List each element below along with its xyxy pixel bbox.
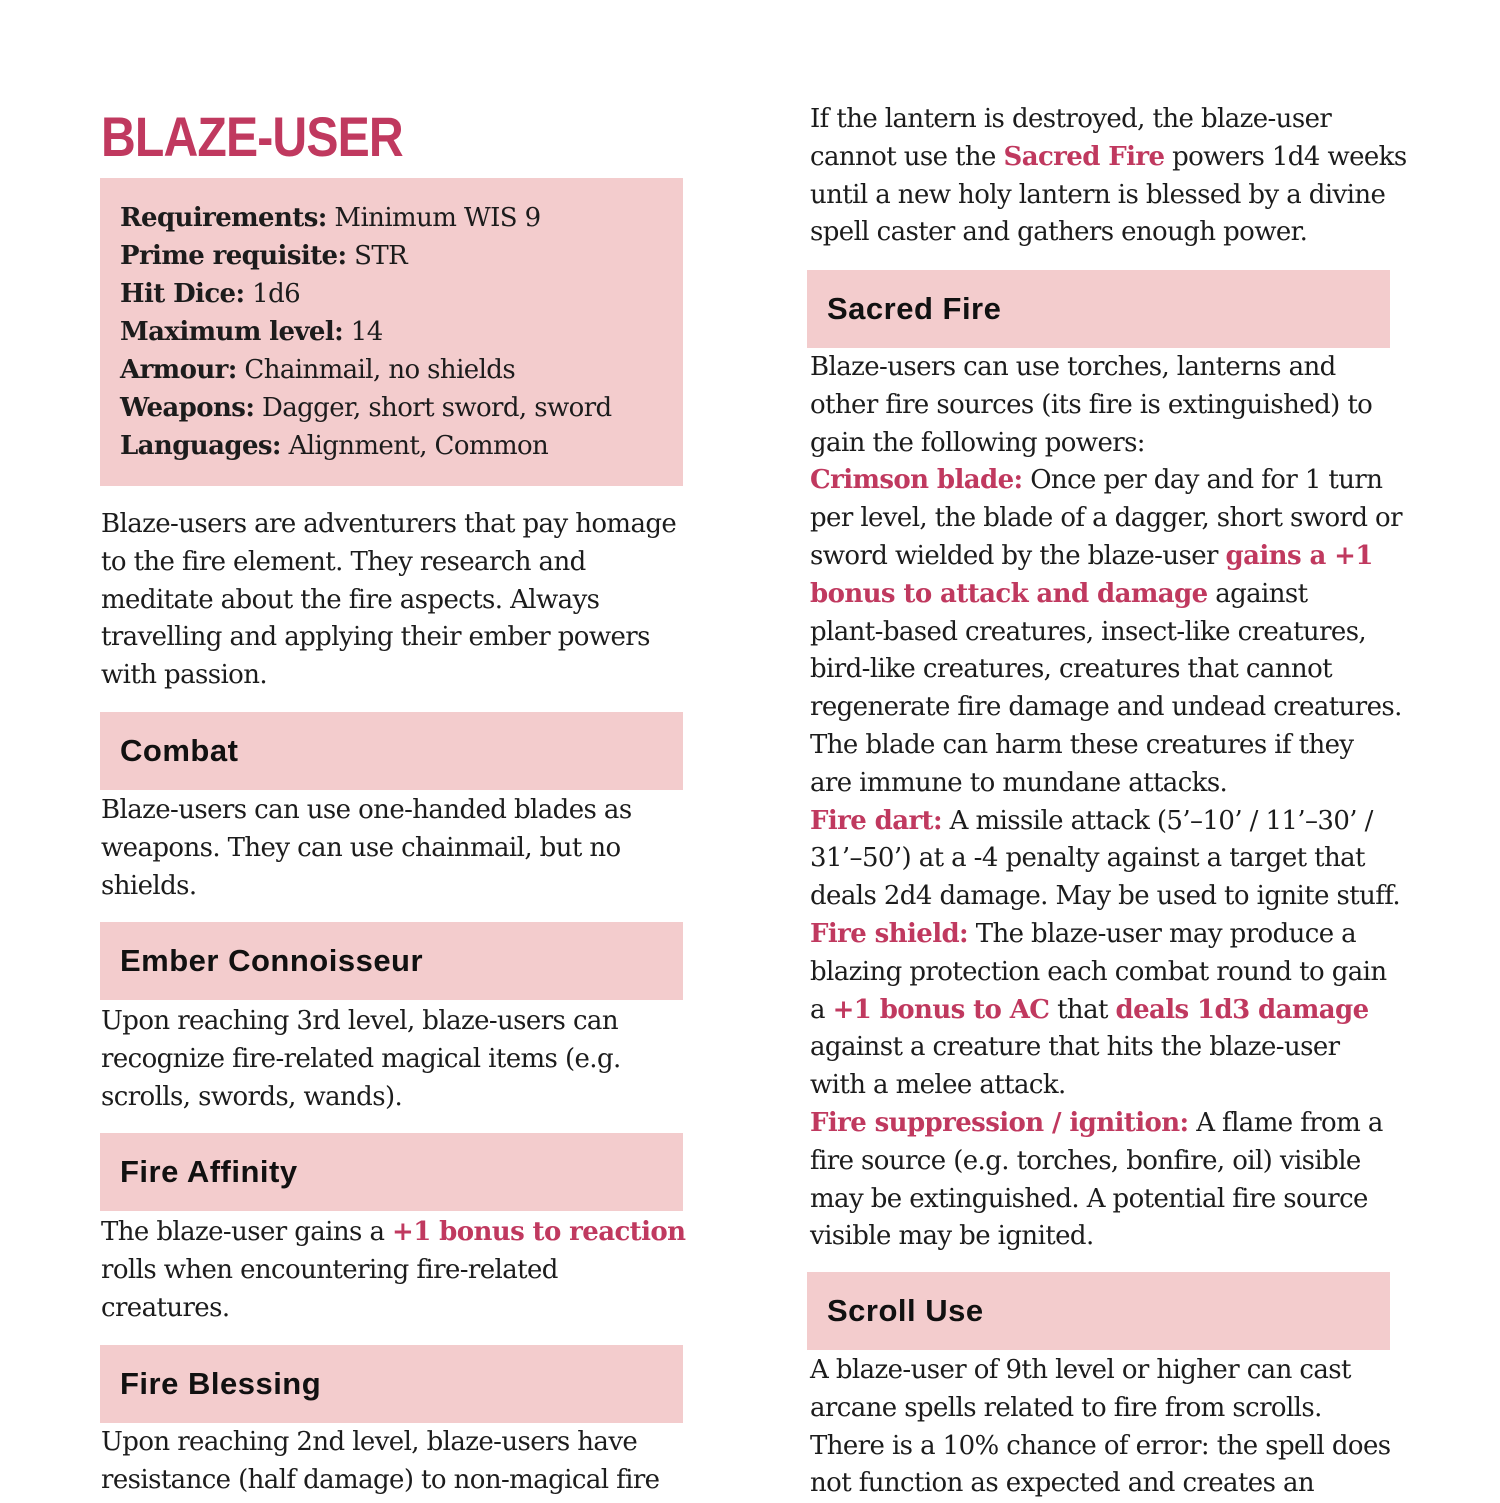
stat-weapons [120, 389, 683, 427]
text-line: visible may be ignited. [810, 1221, 1094, 1252]
section-heading: Fire Blessing [120, 1366, 322, 1401]
text-line: not function as expected and creates an [810, 1468, 1315, 1499]
text-line: rolls when encountering fire-related [101, 1254, 558, 1285]
stat-hit-dice [120, 275, 683, 313]
text-line: blazing protection each combat round to gain [810, 956, 1387, 987]
text-run: that [1049, 994, 1116, 1025]
stat-requirements [120, 199, 683, 237]
highlight-text: +1 bonus to AC [832, 994, 1050, 1025]
text-line: scrolls, swords, wands). [101, 1081, 403, 1112]
text-run: The blaze-user gains a [101, 1217, 393, 1247]
text-run: cannot use the [810, 141, 1004, 172]
text-run: powers 1d4 weeks [1164, 141, 1407, 172]
combat-paragraph [101, 792, 701, 905]
section-header-fire-affinity [100, 1133, 683, 1211]
power-label-fire-suppression: Fire suppression / ignition: [810, 1107, 1189, 1138]
text-line: recognize fire-related magical items (e.g. [101, 1043, 621, 1074]
text-line: fire source (e.g. torches, bonfire, oil) visible [810, 1145, 1361, 1176]
class-stats-box [100, 178, 683, 486]
text-run: The blaze-user may produce a [968, 918, 1357, 949]
text-line: are immune to mundane attacks. [810, 767, 1228, 798]
text-line: spell caster and gathers enough power. [810, 217, 1308, 248]
stat-value: Minimum WIS 9 [326, 203, 541, 233]
scroll-use-paragraph [810, 1352, 1410, 1503]
power-label-fire-dart: Fire dart: [810, 805, 942, 836]
highlight-text: +1 bonus to reaction [392, 1217, 686, 1247]
text-line: arcane spells related to fire from scrolls. [810, 1392, 1322, 1423]
stat-languages [120, 427, 683, 465]
blessing-paragraph [101, 1424, 701, 1500]
text-line: plant-based creatures, insect-like creatures, [810, 616, 1367, 647]
stat-value: 1d6 [244, 279, 301, 309]
text-line: weapons. They can use chainmail, but no [101, 832, 621, 863]
stat-value: Dagger, short sword, sword [254, 393, 612, 423]
text-run: sword wielded by the blaze-user [810, 540, 1226, 571]
text-line: other fire sources (its fire is extinguished) to [810, 389, 1373, 420]
stat-label: Armour: [120, 355, 237, 385]
stat-value: Chainmail, no shields [236, 355, 516, 385]
intro-paragraph [101, 506, 701, 695]
section-heading: Combat [120, 733, 239, 768]
text-line: Upon reaching 3rd level, blaze-users can [101, 1006, 618, 1036]
text-line: travelling and applying their ember powers [101, 622, 650, 653]
text-line [810, 1105, 1410, 1143]
section-heading: Fire Affinity [120, 1154, 298, 1189]
stat-value: Alignment, Common [280, 431, 549, 461]
ember-paragraph [101, 1003, 701, 1116]
text-line: to the fire element. They research and [101, 546, 586, 577]
text-line [810, 538, 1410, 576]
text-line: Upon reaching 2nd level, blaze-users have [101, 1427, 638, 1457]
text-line: with a melee attack. [810, 1070, 1066, 1101]
text-line: Blaze-users are adventurers that pay homage [101, 509, 677, 539]
text-line: deals 2d4 damage. May be used to ignite stuff. [810, 881, 1401, 912]
stat-label: Maximum level: [120, 317, 344, 347]
power-label-crimson-blade: Crimson blade: [810, 465, 1023, 496]
text-line: with passion. [101, 660, 268, 691]
stat-label: Requirements: [120, 203, 327, 233]
text-run: A flame from a [1188, 1107, 1383, 1138]
section-heading: Scroll Use [827, 1293, 984, 1328]
text-line: shields. [101, 870, 197, 901]
highlight-text: gains a +1 [1225, 540, 1373, 571]
text-line [810, 992, 1410, 1030]
text-line: If the lantern is destroyed, the blaze-user [810, 104, 1332, 134]
stat-label: Languages: [120, 431, 281, 461]
stat-maximum-level [120, 313, 683, 351]
text-run: against [1207, 578, 1308, 609]
text-line: There is a 10% chance of error: the spell does [810, 1430, 1391, 1461]
stat-armour [120, 351, 683, 389]
text-line: gain the following powers: [810, 427, 1145, 458]
text-line: bird-like creatures, creatures that cannot [810, 654, 1332, 685]
text-line: 31’–50’) at a -4 penalty against a target that [810, 843, 1365, 874]
text-line: The blade can harm these creatures if they [810, 729, 1354, 760]
text-line: resistance (half damage) to non-magical fire [101, 1464, 660, 1495]
lantern-paragraph [810, 101, 1410, 252]
section-header-ember-connoisseur [100, 922, 683, 1000]
text-line: meditate about the fire aspects. Always [101, 584, 600, 615]
section-header-combat [100, 712, 683, 790]
section-header-scroll-use [807, 1272, 1390, 1350]
text-line: creatures. [101, 1292, 230, 1323]
power-label-fire-shield: Fire shield: [810, 918, 969, 949]
text-run: Once per day and for 1 turn [1022, 465, 1383, 496]
page-title: BLAZE-USER [101, 105, 403, 168]
section-heading: Sacred Fire [827, 291, 1002, 326]
text-line: Blaze-users can use torches, lanterns and [810, 352, 1336, 382]
text-line [810, 139, 1410, 177]
highlight-text: bonus to attack and damage [810, 578, 1208, 609]
text-run: A missile attack (5’–10’ / 11’–30’ / [941, 805, 1373, 836]
affinity-paragraph [101, 1214, 701, 1327]
section-header-fire-blessing [100, 1345, 683, 1423]
text-line: regenerate fire damage and undead creatures. [810, 692, 1402, 723]
text-line: Blaze-users can use one-handed blades as [101, 795, 632, 825]
text-line [810, 803, 1410, 841]
highlight-text: Sacred Fire [1003, 141, 1165, 172]
text-line [101, 1214, 701, 1252]
stat-label: Weapons: [120, 393, 255, 423]
section-header-sacred-fire [807, 270, 1390, 348]
stat-label: Hit Dice: [120, 279, 245, 309]
text-run: a [810, 994, 833, 1025]
text-line [810, 576, 1410, 614]
text-line: per level, the blade of a dagger, short sword or [810, 503, 1402, 534]
section-heading: Ember Connoisseur [120, 943, 424, 978]
text-line: until a new holy lantern is blessed by a divine [810, 179, 1386, 210]
text-line [810, 916, 1410, 954]
text-line: may be extinguished. A potential fire source [810, 1183, 1368, 1214]
highlight-text: deals 1d3 damage [1115, 994, 1369, 1025]
stat-value: 14 [343, 317, 383, 347]
stat-value: STR [346, 241, 408, 271]
stat-prime-requisite [120, 237, 683, 275]
text-line: A blaze-user of 9th level or higher can cast [810, 1355, 1351, 1385]
text-line: against a creature that hits the blaze-user [810, 1032, 1340, 1063]
stat-label: Prime requisite: [120, 241, 347, 271]
text-line [810, 462, 1410, 500]
sacred-fire-paragraph [810, 349, 1410, 1256]
